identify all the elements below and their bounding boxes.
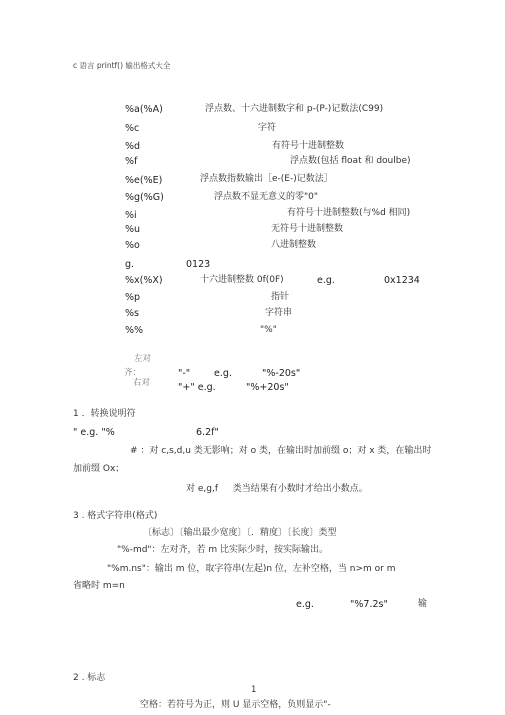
spec-code: %f — [125, 156, 138, 167]
spec-desc: 字符串 — [265, 308, 293, 318]
align-left-eg: e.g. — [214, 368, 232, 379]
spec-desc: 八进制整数 — [271, 240, 317, 250]
align-right-sign: "+" e.g. — [178, 382, 216, 393]
blank-flag-line: 空格：若符号为正，则 U 显示空格，负则显示"- — [140, 700, 331, 710]
spec-desc: 有符号十进制整数(与%d 相同) — [287, 208, 411, 218]
format-template: 〔标志〕〔输出最少宽度〕〔．精度〕〔长度〕类型 — [143, 528, 337, 538]
align-left-sign: "-" — [178, 368, 191, 379]
spec-code: %i — [125, 210, 137, 221]
octal-example-code: g. — [125, 259, 135, 270]
mns-format-line: "%m.ns"：输出 m 位，取字符串(左起)n 位，左补空格，当 n>m or m — [107, 564, 396, 574]
efg-flag-line: 对 e,g,f 类当结果有小数时才给出小数点。 — [186, 484, 368, 494]
section-heading: 3 . 格式字符串(格式) — [73, 511, 158, 521]
spec-code: %g(%G) — [125, 192, 164, 203]
spec-desc: 浮点数不显无意义的零"0" — [214, 192, 319, 202]
spec-code: %o — [125, 240, 140, 251]
spec-desc: 无符号十进制整数 — [271, 224, 344, 234]
spec-code: %x(%X) — [125, 275, 163, 286]
page-number: 1 — [251, 685, 257, 695]
spec-desc: 十六进制整数 0f(0F) — [200, 275, 284, 285]
spec-desc: 浮点数(包括 float 和 doulbe) — [290, 156, 411, 166]
format-eg-value: 6.2f" — [196, 427, 219, 438]
spec-desc: 浮点数指数输出［e-(E-)记数法］ — [200, 174, 333, 184]
spec-code: %e(%E) — [125, 175, 163, 186]
spec-code: %a(%A) — [125, 104, 163, 115]
align-left-label-bottom: 齐： — [124, 368, 142, 378]
spec-desc: "%" — [260, 325, 277, 335]
spec-desc: 浮点数、十六进制数字和 p-(P-)记数法(C99) — [205, 104, 384, 114]
octal-example-value: 0123 — [186, 259, 211, 270]
md-format-line: "%-md"：左对齐，若 m 比实际少时，按实际输出。 — [117, 545, 329, 555]
format-eg: e.g. — [296, 599, 314, 610]
spec-desc: 字符 — [258, 123, 277, 133]
format-eg-value: "%7.2s" — [350, 599, 388, 610]
hex-eg: e.g. — [317, 275, 335, 286]
spec-code: %s — [125, 308, 139, 319]
section-heading: 1 ．转换说明符 — [73, 409, 136, 419]
spec-desc: 指针 — [271, 292, 290, 302]
hash-flag-line: # ：对 c,s,d,u 类无影响；对 o 类，在输出时加前缀 o；对 x 类，在输出时 — [130, 446, 432, 456]
format-eg: " e.g. "% — [73, 427, 115, 438]
spec-code: %c — [125, 123, 140, 134]
format-eg-tail: 输 — [418, 599, 428, 609]
spec-code: %u — [125, 224, 141, 235]
section-heading: 2 . 标志 — [73, 673, 106, 683]
align-left-label-top: 左对 — [134, 354, 152, 364]
spec-code: %% — [125, 325, 144, 336]
spec-code: %p — [125, 292, 141, 303]
hash-flag-line-cont: 加前缀 Ox； — [73, 464, 125, 474]
spec-desc: 有符号十进制整数 — [272, 141, 345, 151]
spec-code: %d — [125, 141, 141, 152]
align-left-example: "%-20s" — [262, 368, 301, 379]
align-right-example: "%+20s" — [246, 382, 289, 393]
align-right-label-top: 右对 — [133, 378, 151, 388]
document-title: c 语言 printf() 输出格式大全 — [73, 61, 171, 70]
hex-eg-value: 0x1234 — [384, 275, 420, 286]
omit-line: 省略时 m=n — [73, 581, 125, 591]
